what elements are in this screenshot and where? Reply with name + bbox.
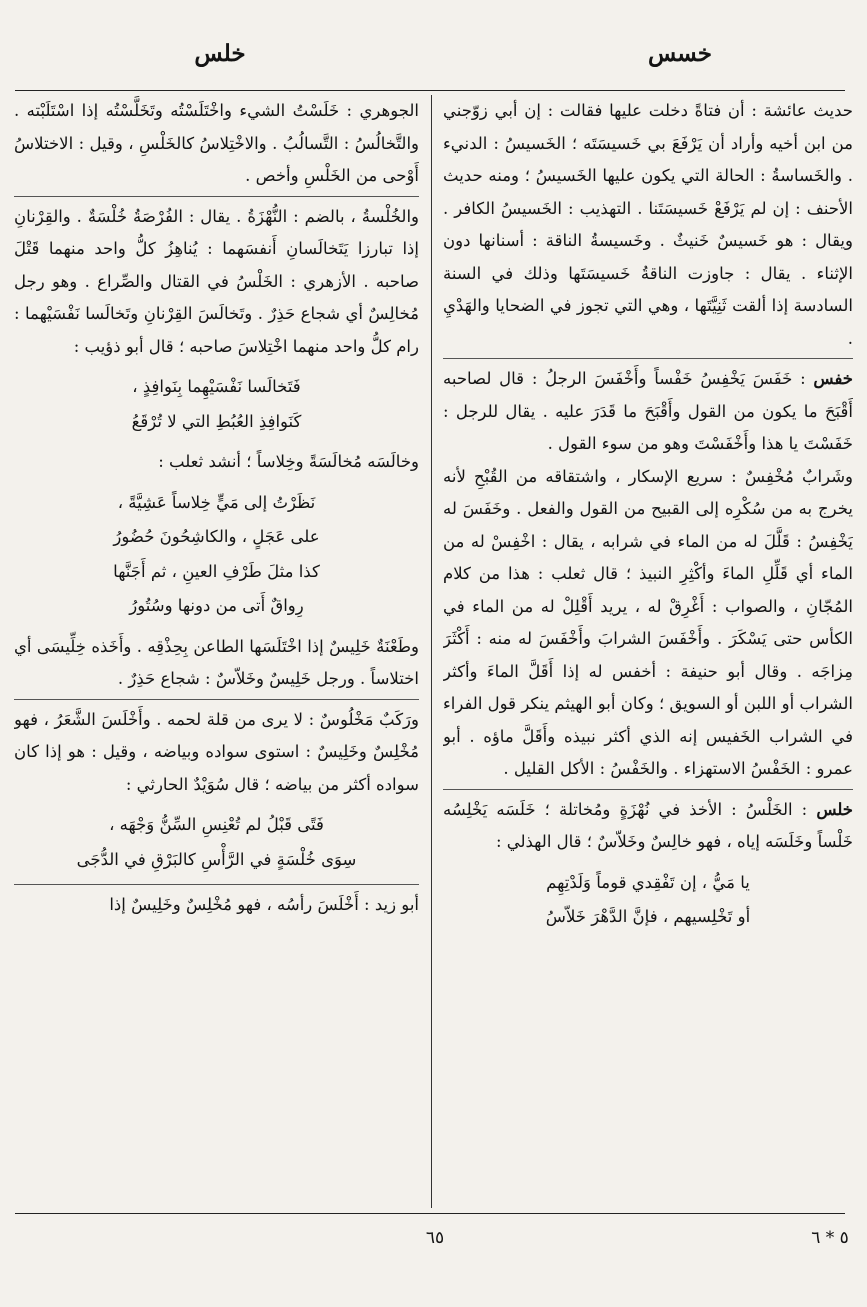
column-divider	[431, 95, 432, 1208]
verse-hudhali	[443, 867, 853, 934]
verse-line: فَتًى قَبْلُ لم تُعْنِسِ السِّنُّ وَجْهَه ،	[109, 815, 324, 834]
page-number: ٦٥	[425, 1228, 445, 1248]
top-rule	[15, 90, 845, 91]
entry-separator	[14, 699, 419, 700]
entry-khls-text: : الخَلْسُ : الأخذ في نُهْزَةٍ ومُخاتلة ؛ خَلَسَه يَخْلِسُه خَلْساً وخَلَسَه إياه ، فهو خالِسٌ وخَلاّسٌ ؛ قال الهذلي :	[443, 799, 853, 851]
bottom-rule	[15, 1213, 845, 1214]
verse-line: رِواقٌ أَتى من دونها وسُتُورُ	[129, 596, 304, 615]
verse-suwayd	[14, 809, 419, 876]
verse-line: سِوَى خُلْسَةٍ في الرَّأْسِ كالبَرْقِ في الدُّجَى	[76, 849, 357, 869]
left-column	[14, 95, 419, 1208]
verse-line: نَظَرْتُ إلى مَيٍّ خِلاساً عَشِيَّةً ،	[117, 492, 316, 512]
entry-head-khfs: خفس	[813, 369, 853, 388]
paragraph-khulsa: والخُلْسةُ ، بالضم : النُّهْزَةُ . يقال : الفُرْصَةُ خُلْسَةٌ . والقِرْنانِ إذا تبارزا يَتَخالَسانِ أَنفسَهما : يُناهِزُ كلُّ واحد منهما قَتْلَ صاحبه . الأزهري : الخَلْسُ في القتال والصِّراع . وهو رجل مُخالِسٌ أي شجاع حَذِرٌ . وتَخالَسَ القِرْنانِ وتَخالَسا نَفْسَيْهما : رام كلُّ واحد منهما اخْتِلاسَ صاحبه ؛ قال أبو ذؤيب :	[14, 206, 419, 356]
page-footer	[0, 1228, 867, 1258]
paragraph-abu-zayd: أبو زيد : أَخْلَسَ رأسُه ، فهو مُخْلِسٌ وخَلِيسٌ إذا	[109, 895, 419, 914]
verse-abu-dhuayb	[14, 371, 419, 438]
verse-line: يا مَيُّ ، إن تَفْقِدي قوماً وَلَدْتِهِم	[546, 872, 750, 892]
paragraph-jawhari: الجوهري : خَلَسْتُ الشيء واخْتَلَسْتُه وتَخَلَّسْتُه إذا اسْتَلَبْته . والتَّخالُسُ : التَّسالُبُ . والاخْتِلاسُ كالخَلْسِ ، وقيل : الاختلاسُ أَوْحى من الخَلْسِ وأخص .	[14, 101, 419, 185]
signature-mark: ٥ * ٦	[811, 1228, 849, 1248]
entry-separator	[443, 358, 853, 359]
verse-line: على عَجَلٍ ، والكاشِحُونَ حُضُورُ	[113, 527, 320, 546]
entry-separator	[14, 884, 419, 885]
right-column	[443, 95, 853, 1208]
verse-thalab	[14, 487, 419, 623]
page-header	[0, 40, 867, 80]
verse-line: كذا مثلَ طَرْفِ العينِ ، ثم أَجَنَّها	[113, 561, 320, 581]
entry-head-khls: خلس	[816, 799, 853, 819]
entry-separator	[443, 789, 853, 790]
entry-khfs-paragraph-2: وشَرابٌ مُخْفِسٌ : سريع الإسكار ، واشتقاقه من القُبْحِ لأنه يخرج به من سُكْرِه إلى القبيح من القول والفعل . وخَفَسَ له يَخْفِسُ : قَلَّلَ له من الماء في شرابه ، يقال : اخْفِسْ له من الماء أي قَلِّلِ الماءَ وأكْثِرِ النبيذ ؛ قال ثعلب : هذا من كلام المُجّانِ ، والصواب : أَغْرِقْ له ، يريد أَقْلِلْ له من الماء في الكأس حتى يَسْكَرَ . وأَخْفَسَ الشرابَ وأَخْفَسَ له منه : أَكْثَرَ مِزاجَه . وقال أبو حنيفة : أخفس له إذا أَقَلَّ الماءَ وأكثر الشراب أو اللبن أو السويق ؛ وكان أبو الهيثم ينكر قول الفراء في الشراب الخَفيس إنه الذي أكثر نبيذه وأَقَلَّ ماؤه . أبو عمرو : الخَفْسُ الاستهزاء . والخَفْسُ : الأكل القليل .	[443, 466, 853, 778]
entry-khss-continuation: حديث عائشة : أن فتاةً دخلت عليها فقالت : إن أبي زوّجني من ابن أخيه وأراد أن يَرْفَعَ بي خَسيسَتَه ؛ الخَسيسُ : الدنيء . والخَساسةُ : الحالة التي يكون عليها الخَسيسُ ؛ ومنه حديث الأحنف : إن لم يَرْفَعْ خَسيسَتَنا . التهذيب : الخَسيسُ الكافر . ويقال : هو خَسيسٌ خَنيثٌ . وخَسيسةُ الناقة : أسنانها دون الإثناء . يقال : جاوزت الناقةُ خَسيسَتَها وذلك في السنة السادسة إذا ألقت ثَنِيَّتَها ، وهي التي تجوز في الضحايا والهَدْيِ .	[443, 101, 853, 348]
verse-line: كَنَوافِذِ العُبُطِ التي لا تُرْقَعُ	[131, 411, 302, 431]
entry-khfs	[443, 363, 853, 461]
paragraph-tanah-khalis: وطَعْنَةٌ خَلِيسٌ إذا اخْتَلَسَها الطاعن بِحِذْقِه . وأَخَذه خِلِّيسَى أي اختلاساً . ورجل خَلِيسٌ وخَلاّسٌ : شجاع حَذِرٌ .	[14, 636, 419, 688]
verse-line: فَتَخالَسا نَفْسَيْهِما بِنَوافِذٍ ،	[132, 377, 301, 396]
verse-line: أو تَخْلِسيهم ، فإنَّ الدَّهْرَ خَلاّسُ	[545, 907, 751, 926]
left-headword: خلس	[194, 40, 246, 67]
right-headword: خسس	[647, 40, 713, 67]
entry-separator	[14, 196, 419, 197]
paragraph-khalasa: وخالَسَه مُخالَسَةً وخِلاساً ؛ أنشد ثعلب :	[158, 452, 419, 471]
entry-khls	[443, 794, 853, 859]
entry-khfs-text: : خَفَسَ يَخْفِسُ خَفْساً وأَخْفَسَ الرجلُ : قال لصاحبه أَقْبَحَ ما يكون من القول وأَقْبَحَ ما قَدَرَ عليه . يقال للرجل : خَفَسْتَ يا هذا وأَخْفَسْتَ وهو من سوء القول .	[443, 369, 853, 453]
paragraph-rakab-makhlus: ورَكَبٌ مَخْلُوسٌ : لا يرى من قلة لحمه . وأَخْلَسَ الشَّعَرُ ، فهو مُخْلِسٌ وخَلِيسٌ : استوى سواده وبياضه ، وقيل : هو إذا كان سواده أكثر من بياضه ؛ قال سُوَيْدٌ الحارثي :	[14, 709, 419, 794]
